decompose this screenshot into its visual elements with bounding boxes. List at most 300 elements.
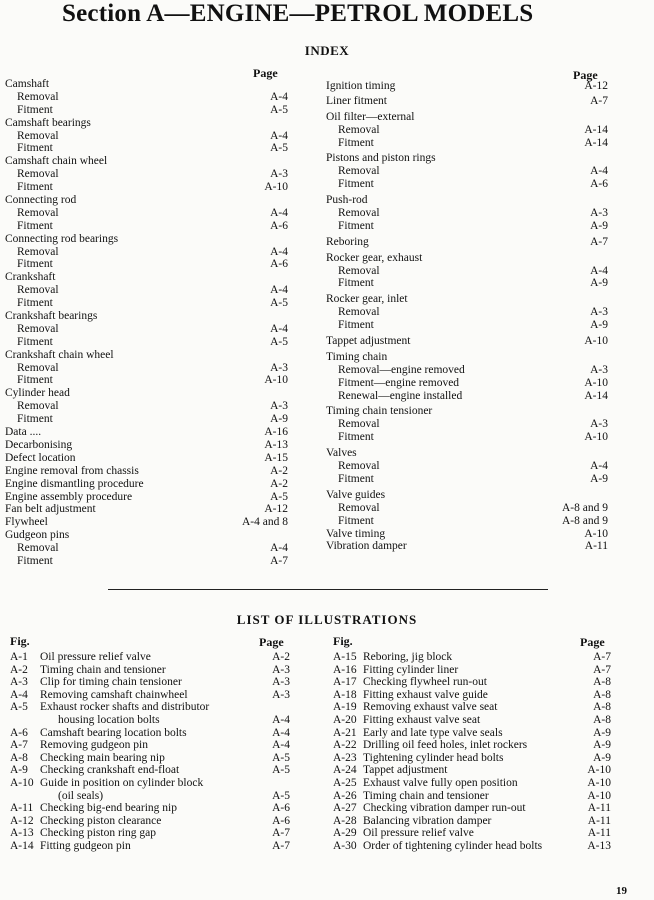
illustration-fig-number: A-27 [333, 802, 357, 815]
index-entry-page: A-2 [270, 477, 288, 490]
illustration-fig-number: A-12 [10, 814, 34, 827]
index-entry-label: Crankshaft chain wheel [5, 348, 114, 361]
illustration-entry [10, 714, 290, 727]
illustration-entry [333, 802, 611, 815]
illustration-page: A-6 [272, 802, 290, 815]
illustration-title: Order of tightening cylinder head bolts [363, 839, 543, 852]
index-entry-label: Rocker gear, inlet [326, 293, 408, 306]
index-entry-page: A-4 [270, 245, 288, 258]
index-entry [5, 168, 288, 181]
illustration-entry [10, 752, 290, 765]
index-entry [5, 310, 288, 323]
index-entry-page: A-7 [590, 94, 608, 107]
index-entry [5, 400, 288, 413]
illustration-fig-number: A-14 [10, 839, 34, 852]
index-entry-label: Tappet adjustment [326, 335, 411, 348]
index-entry-label: Removal [338, 207, 380, 220]
illustration-entry [333, 727, 611, 740]
index-entry-page: A-6 [270, 219, 288, 232]
illustration-fig-number: A-16 [333, 663, 357, 676]
index-entry-label: Fitment [338, 431, 374, 444]
illustration-title: Oil pressure relief valve [40, 651, 151, 663]
index-entry [5, 130, 288, 143]
divider-rule [108, 589, 548, 590]
illustration-fig-number: A-6 [10, 726, 28, 739]
index-entry-page: A-9 [590, 219, 608, 232]
illustration-title: Drilling oil feed holes, inlet rockers [363, 739, 528, 752]
index-entry [5, 104, 288, 117]
index-entry-page: A-15 [264, 451, 288, 464]
index-entry-label: Removal [338, 418, 380, 431]
index-entry-page: A-13 [264, 438, 288, 451]
index-entry [5, 246, 288, 259]
index-entry-label: Decarbonising [5, 438, 73, 451]
index-entry-page: A-4 and 8 [242, 516, 288, 529]
illustration-entry [333, 752, 611, 765]
illustration-title: Removing exhaust valve seat [363, 701, 498, 714]
ill-left-page-label: Page [259, 635, 284, 649]
index-entry-label: Removal [17, 90, 59, 103]
index-entry-page: A-10 [264, 374, 288, 387]
illustration-title: Early and late type valve seals [363, 726, 503, 739]
index-entry-label: Removal [17, 168, 59, 181]
index-entry-page: A-4 [270, 206, 288, 219]
index-entry-page: A-6 [270, 258, 288, 271]
index-entry [5, 117, 288, 130]
index-entry-page: A-4 [270, 284, 288, 297]
index-entry [326, 390, 608, 403]
index-entry-label: Fitment [338, 472, 374, 485]
index-entry-label: Liner fitment [326, 94, 387, 107]
illustration-title: Fitting gudgeon pin [40, 839, 131, 852]
illustration-title: Tightening cylinder head bolts [363, 751, 504, 764]
illustration-fig-number: A-23 [333, 751, 357, 764]
index-entry [5, 439, 288, 452]
illustration-entry [10, 676, 290, 689]
index-entry-page: A-14 [584, 389, 608, 402]
index-entry [5, 374, 288, 387]
index-entry [5, 362, 288, 375]
illustration-entry [333, 840, 611, 853]
index-entry [326, 335, 608, 348]
index-entry [326, 277, 608, 290]
illustration-title: Checking big-end bearing nip [40, 802, 178, 815]
index-entry [5, 142, 288, 155]
index-entry-label: Data .... [5, 426, 42, 439]
index-entry [326, 236, 608, 249]
index-entry [326, 418, 608, 431]
illustration-page: A-4 [272, 739, 290, 752]
index-entry-label: Reboring [326, 235, 369, 248]
index-entry-page: A-8 and 9 [562, 514, 608, 527]
index-entry-label: Vibration damper [326, 540, 407, 553]
illustration-title: Checking piston ring gap [40, 827, 156, 840]
index-entry-page: A-14 [584, 123, 608, 136]
illustration-fig-number: A-28 [333, 814, 357, 827]
illustration-fig-number: A-1 [10, 651, 28, 663]
illustration-page: A-4 [272, 713, 290, 726]
illustration-title: Exhaust valve fully open position [363, 776, 518, 789]
index-entry [326, 293, 608, 306]
illustration-entry [333, 815, 611, 828]
illustration-title: housing location bolts [58, 713, 160, 726]
illustration-page: A-10 [587, 776, 611, 789]
illustration-page: A-5 [272, 764, 290, 777]
index-entry-page: A-12 [264, 503, 288, 516]
index-entry-label: Camshaft bearings [5, 116, 91, 129]
index-entry-label: Removal [338, 501, 380, 514]
index-entry-page: A-9 [590, 472, 608, 485]
illustration-entry [10, 664, 290, 677]
illustrations-right-list [333, 651, 611, 853]
illustration-entry [10, 689, 290, 702]
illustration-fig-number: A-15 [333, 651, 357, 663]
illustration-fig-number: A-9 [10, 764, 28, 777]
index-entry-label: Fitment [17, 142, 53, 155]
index-entry [5, 258, 288, 271]
index-entry-page: A-9 [590, 277, 608, 290]
index-entry [326, 364, 608, 377]
index-entry-label: Fitment [338, 277, 374, 290]
illustration-page: A-7 [593, 663, 611, 676]
index-entry [5, 194, 288, 207]
index-entry-page: A-2 [270, 464, 288, 477]
index-entry [326, 405, 608, 418]
illustration-title: Clip for timing chain tensioner [40, 676, 182, 689]
illustration-page: A-3 [272, 688, 290, 701]
index-entry [326, 124, 608, 137]
illustration-page: A-5 [272, 751, 290, 764]
illustration-page: A-11 [587, 827, 611, 840]
index-entry-label: Removal [17, 245, 59, 258]
index-entry-label: Removal [17, 322, 59, 335]
index-entry-label: Removal [17, 129, 59, 142]
index-entry-label: Fitment [338, 514, 374, 527]
illustration-fig-number: A-30 [333, 839, 357, 852]
illustration-title: Timing chain and tensioner [363, 789, 489, 802]
index-entry-page: A-3 [590, 418, 608, 431]
illustration-fig-number: A-13 [10, 827, 34, 840]
index-entry-page: A-10 [584, 376, 608, 389]
index-entry [326, 252, 608, 265]
illustration-fig-number: A-26 [333, 789, 357, 802]
index-entry [5, 529, 288, 542]
illustration-title: Checking main bearing nip [40, 751, 165, 764]
illustration-fig-number: A-22 [333, 739, 357, 752]
index-entry-label: Connecting rod [5, 194, 77, 207]
index-entry-page: A-10 [264, 181, 288, 194]
illustration-fig-number: A-17 [333, 676, 357, 689]
index-entry-label: Removal [338, 460, 380, 473]
illustration-page: A-2 [272, 651, 290, 663]
illustration-title: Balancing vibration damper [363, 814, 492, 827]
index-entry-label: Removal [17, 284, 59, 297]
index-entry [5, 91, 288, 104]
index-entry [5, 413, 288, 426]
index-entry-label: Camshaft [5, 78, 50, 90]
illustration-fig-number: A-8 [10, 751, 28, 764]
illustration-entry [10, 777, 290, 790]
index-entry [326, 194, 608, 207]
index-entry-label: Removal [338, 123, 380, 136]
illustration-title: Exhaust rocker shafts and distributor [40, 701, 210, 714]
illustration-entry [10, 815, 290, 828]
index-entry-page: A-10 [584, 527, 608, 540]
illustration-entry [333, 689, 611, 702]
index-entry-page: A-5 [270, 490, 288, 503]
illustration-entry [333, 777, 611, 790]
index-entry-label: Pistons and piston rings [326, 152, 436, 165]
index-entry [326, 80, 608, 93]
index-left-column [5, 78, 288, 568]
illustration-page: A-9 [593, 739, 611, 752]
index-entry [326, 95, 608, 108]
index-entry-page: A-4 [270, 90, 288, 103]
page-number: 19 [616, 885, 627, 897]
illustration-title: Timing chain and tensioner [40, 663, 166, 676]
ill-right-fig-label: Fig. [333, 634, 353, 648]
illustration-fig-number: A-25 [333, 776, 357, 789]
index-right-column [326, 80, 608, 553]
illustrations-left-list [10, 651, 290, 853]
index-entry-page: A-9 [270, 413, 288, 426]
index-entry-label: Fitment [17, 413, 53, 426]
index-entry [5, 323, 288, 336]
illustration-title: Removing camshaft chainwheel [40, 688, 188, 701]
index-entry-label: Gudgeon pins [5, 529, 70, 542]
index-entry-label: Crankshaft bearings [5, 310, 98, 323]
illustration-entry [10, 739, 290, 752]
illustration-entry [333, 739, 611, 752]
index-entry-label: Flywheel [5, 516, 48, 529]
index-entry-label: Timing chain tensioner [326, 405, 433, 418]
illustration-fig-number: A-20 [333, 713, 357, 726]
index-entry-label: Crankshaft [5, 271, 56, 284]
index-entry-page: A-5 [270, 103, 288, 116]
index-entry-label: Valves [326, 447, 357, 460]
illustration-title: Fitting exhaust valve guide [363, 688, 488, 701]
illustration-entry [10, 790, 290, 803]
index-entry [326, 460, 608, 473]
illustration-title: Checking flywheel run-out [363, 676, 487, 689]
index-entry-label: Removal [338, 264, 380, 277]
illustration-page: A-5 [272, 789, 290, 802]
index-entry [326, 137, 608, 150]
index-entry-page: A-11 [584, 540, 608, 553]
illustration-title: Camshaft bearing location bolts [40, 726, 187, 739]
index-entry-label: Cylinder head [5, 387, 70, 400]
index-entry-page: A-4 [270, 542, 288, 555]
index-entry-label: Removal [17, 361, 59, 374]
index-entry [326, 489, 608, 502]
illustration-page: A-10 [587, 789, 611, 802]
illustration-entry [10, 764, 290, 777]
index-entry-page: A-6 [590, 178, 608, 191]
index-entry-page: A-5 [270, 335, 288, 348]
index-entry [326, 515, 608, 528]
ill-right-page-label: Page [580, 635, 605, 649]
index-entry-label: Removal—engine removed [338, 363, 465, 376]
index-entry-page: A-3 [590, 207, 608, 220]
index-entry [5, 452, 288, 465]
index-entry-label: Removal [17, 542, 59, 555]
index-right-page-label: Page [573, 68, 598, 82]
index-entry [326, 306, 608, 319]
illustration-fig-number: A-19 [333, 701, 357, 714]
illustration-page: A-8 [593, 676, 611, 689]
index-entry [5, 465, 288, 478]
illustration-fig-number: A-4 [10, 688, 28, 701]
index-entry [5, 271, 288, 284]
illustration-title: Checking vibration damper run-out [363, 802, 526, 815]
illustration-page: A-9 [593, 726, 611, 739]
index-entry-label: Fitment [338, 319, 374, 332]
illustration-fig-number: A-7 [10, 739, 28, 752]
illustration-title: Reboring, jig block [363, 651, 453, 663]
index-entry [326, 165, 608, 178]
index-entry-page: A-3 [270, 361, 288, 374]
index-entry-page: A-7 [590, 235, 608, 248]
index-entry-page: A-3 [590, 363, 608, 376]
index-entry-label: Engine assembly procedure [5, 490, 133, 503]
index-entry-page: A-3 [590, 306, 608, 319]
index-entry-label: Rocker gear, exhaust [326, 251, 423, 264]
index-entry-label: Fitment [17, 103, 53, 116]
illustration-fig-number: A-11 [10, 802, 34, 815]
index-left-page-label: Page [253, 66, 278, 80]
index-entry [5, 542, 288, 555]
index-entry-label: Connecting rod bearings [5, 232, 119, 245]
index-entry [326, 351, 608, 364]
index-entry-label: Fitment [17, 219, 53, 232]
index-entry-label: Removal [338, 306, 380, 319]
index-entry [326, 207, 608, 220]
index-entry [5, 478, 288, 491]
illustration-page: A-11 [587, 814, 611, 827]
index-entry-label: Fitment [17, 258, 53, 271]
index-entry [326, 540, 608, 553]
illustrations-heading: LIST OF ILLUSTRATIONS [236, 612, 418, 627]
index-entry-page: A-10 [584, 431, 608, 444]
index-entry [5, 297, 288, 310]
illustration-entry [10, 727, 290, 740]
index-entry-page: A-10 [584, 335, 608, 348]
illustration-entry [10, 827, 290, 840]
index-entry [326, 220, 608, 233]
illustration-page: A-8 [593, 701, 611, 714]
illustration-entry [333, 790, 611, 803]
index-entry-label: Oil filter—external [326, 110, 415, 123]
illustration-title: Checking crankshaft end-float [40, 764, 180, 777]
index-entry-label: Removal [338, 165, 380, 178]
index-entry [326, 377, 608, 390]
index-entry-page: A-4 [590, 165, 608, 178]
illustration-entry [10, 802, 290, 815]
section-title: Section A—ENGINE—PETROL MODELS [62, 0, 534, 27]
index-entry [5, 78, 288, 91]
index-entry-label: Fitment [17, 181, 53, 194]
index-entry-page: A-4 [590, 264, 608, 277]
index-entry-label: Fitment [338, 219, 374, 232]
index-entry [5, 349, 288, 362]
index-entry [5, 503, 288, 516]
illustration-fig-number: A-10 [10, 776, 34, 789]
index-entry-page: A-4 [590, 460, 608, 473]
illustration-title: Fitting exhaust valve seat [363, 713, 481, 726]
index-entry-page: A-12 [584, 80, 608, 92]
index-entry [5, 336, 288, 349]
index-entry-page: A-3 [270, 168, 288, 181]
illustration-title: Guide in position on cylinder block [40, 776, 204, 789]
index-entry-label: Removal [17, 206, 59, 219]
index-entry-page: A-4 [270, 322, 288, 335]
index-entry-page: A-9 [590, 319, 608, 332]
illustration-title: Checking piston clearance [40, 814, 162, 827]
index-entry-page: A-8 and 9 [562, 501, 608, 514]
illustration-entry [333, 651, 611, 664]
illustration-page: A-9 [593, 751, 611, 764]
index-entry-label: Defect location [5, 451, 76, 464]
illustration-fig-number: A-24 [333, 764, 357, 777]
index-entry-label: Push-rod [326, 194, 368, 207]
index-entry-label: Removal [17, 400, 59, 413]
index-entry-label: Fitment [338, 136, 374, 149]
index-entry-label: Fitment [17, 297, 53, 310]
illustration-page: A-7 [593, 651, 611, 663]
index-entry-page: A-5 [270, 142, 288, 155]
index-entry [326, 152, 608, 165]
illustration-title: Oil pressure relief valve [363, 827, 474, 840]
index-entry-page: A-4 [270, 129, 288, 142]
index-entry [326, 473, 608, 486]
index-entry-label: Camshaft chain wheel [5, 155, 108, 168]
illustration-entry [333, 714, 611, 727]
index-entry-page: A-7 [270, 554, 288, 567]
index-entry [326, 528, 608, 541]
illustration-page: A-3 [272, 663, 290, 676]
index-entry-label: Valve timing [326, 527, 386, 540]
index-entry-label: Engine dismantling procedure [5, 477, 144, 490]
index-entry [5, 491, 288, 504]
index-entry [5, 207, 288, 220]
illustration-entry [10, 840, 290, 853]
index-entry-label: Fitment [17, 374, 53, 387]
illustration-fig-number: A-3 [10, 676, 28, 689]
index-entry-label: Renewal—engine installed [338, 389, 463, 402]
index-entry [326, 178, 608, 191]
illustration-entry [333, 764, 611, 777]
illustration-fig-number: A-5 [10, 701, 28, 714]
index-heading: INDEX [304, 43, 350, 58]
index-entry-label: Fitment [338, 178, 374, 191]
index-entry [5, 284, 288, 297]
illustration-entry [333, 676, 611, 689]
illustration-entry [333, 664, 611, 677]
illustration-entry [10, 701, 290, 714]
index-entry [326, 111, 608, 124]
index-entry [326, 265, 608, 278]
illustration-fig-number: A-29 [333, 827, 357, 840]
illustration-page: A-13 [587, 839, 611, 852]
index-entry [5, 555, 288, 568]
index-entry [326, 447, 608, 460]
index-entry-label: Fitment [17, 554, 53, 567]
illustration-page: A-6 [272, 814, 290, 827]
index-entry [326, 431, 608, 444]
illustration-page: A-10 [587, 764, 611, 777]
index-entry [5, 155, 288, 168]
index-entry-page: A-16 [264, 426, 288, 439]
